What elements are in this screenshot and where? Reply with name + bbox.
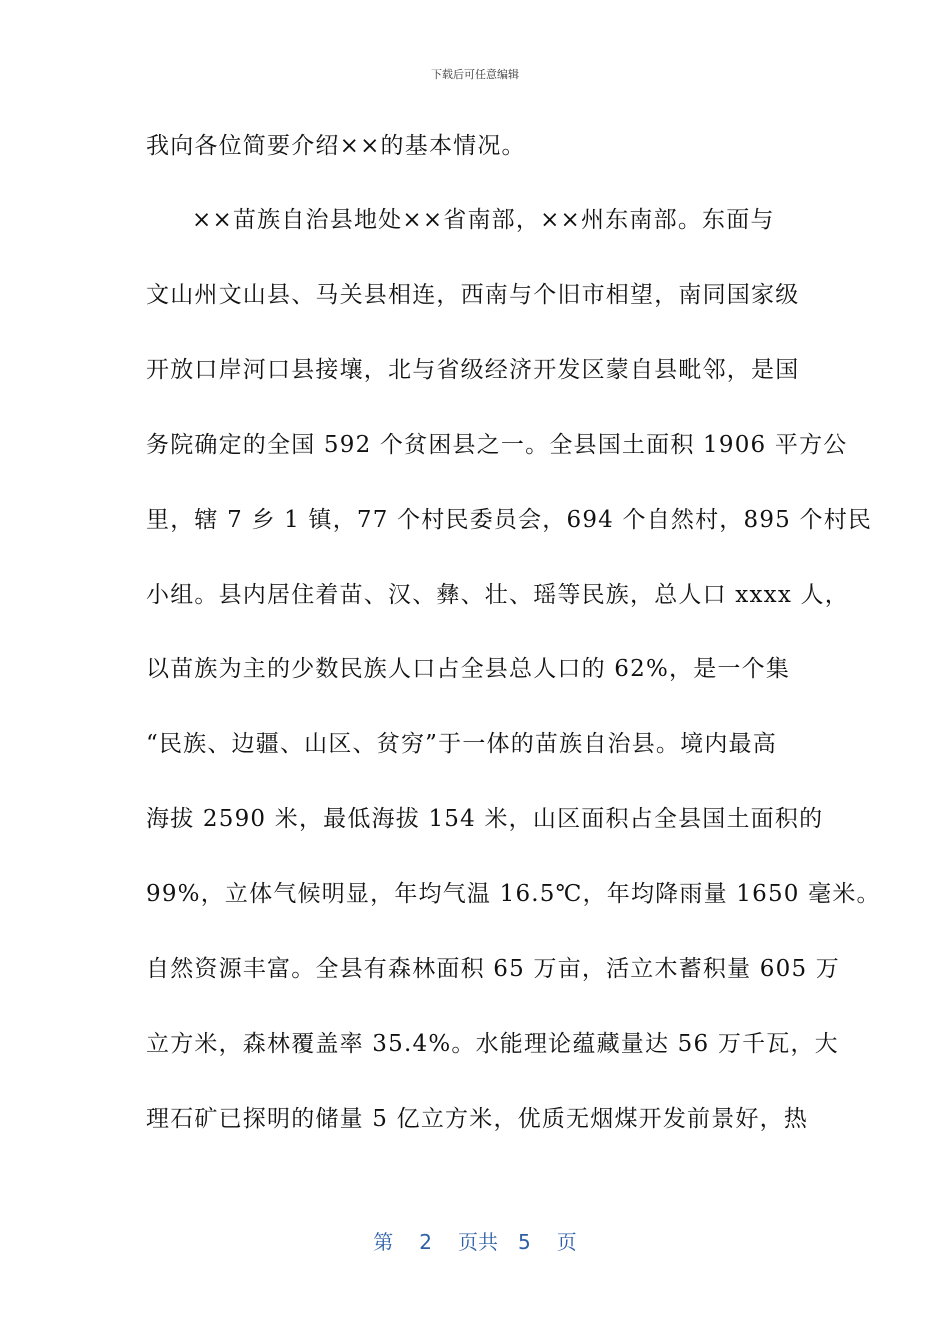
- text-line: 文山州文山县、马关县相连，西南与个旧市相望，南同国家级: [146, 282, 800, 308]
- page-header-note: 下载后可任意编辑: [431, 68, 519, 81]
- text-line: “民族、边疆、山区、贫穷”于一体的苗族自治县。境内最高: [146, 731, 777, 757]
- text-line: 立方米，森林覆盖率 35.4%。水能理论蕴藏量达 56 万千瓦，大: [146, 1031, 839, 1057]
- text-line: 海拔 2590 米，最低海拔 154 米，山区面积占全县国土面积的: [146, 806, 824, 832]
- text-line: 自然资源丰富。全县有森林面积 65 万亩，活立木蓄积量 605 万: [146, 956, 841, 982]
- text-line: 小组。县内居住着苗、汉、彝、壮、瑶等民族，总人口 xxxx 人，: [146, 582, 849, 608]
- text-line: 理石矿已探明的储量 5 亿立方米，优质无烟煤开发前景好，热: [146, 1106, 809, 1132]
- text-line: 务院确定的全国 592 个贫困县之一。全县国土面积 1906 平方公: [146, 432, 848, 458]
- page-number-footer: [0, 1226, 950, 1255]
- text-line: 以苗族为主的少数民族人口占全县总人口的 62%，是一个集: [146, 656, 791, 682]
- footer-suffix: 页: [556, 1230, 577, 1254]
- text-line: 里，辖 7 乡 1 镇，77 个村民委员会，694 个自然村，895 个村民: [146, 507, 873, 533]
- text-line: ××苗族自治县地处××省南部，××州东南部。东面与: [192, 207, 775, 233]
- footer-current-page: 2: [419, 1230, 432, 1254]
- footer-total-pages: 5: [518, 1230, 531, 1254]
- footer-middle: 页共: [458, 1230, 498, 1254]
- text-line: 99%，立体气候明显，年均气温 16.5℃，年均降雨量 1650 毫米。: [146, 881, 881, 907]
- text-line: 开放口岸河口县接壤，北与省级经济开发区蒙自县毗邻，是国: [146, 357, 800, 383]
- text-line: 我向各位简要介绍××的基本情况。: [146, 133, 526, 159]
- footer-prefix: 第: [373, 1230, 394, 1254]
